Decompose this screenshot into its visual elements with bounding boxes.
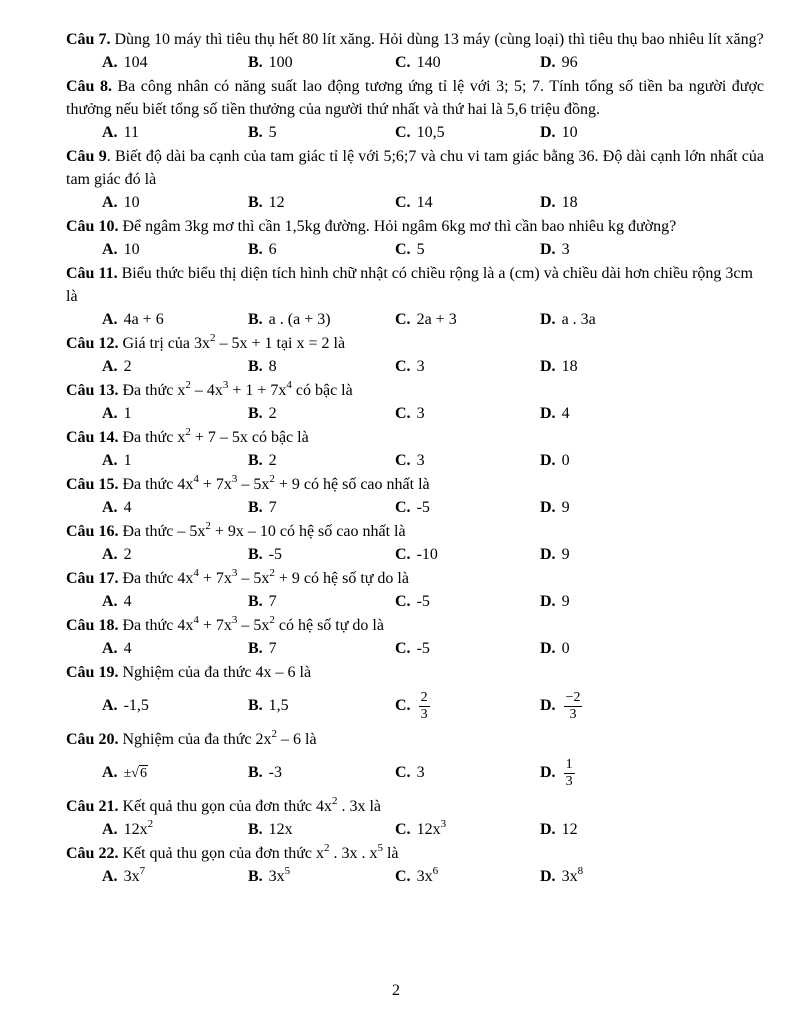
fraction: $\frac{1}{3}$ — [565, 756, 573, 789]
page-number: 2 — [392, 982, 400, 999]
options-12: A. 2 B. 8 C. 3 D. 18 — [102, 358, 578, 375]
options-21: A. $12x^2$ B. 12x C. $12x^3$ D. 12 — [102, 817, 578, 838]
question-11: Câu 11. Biểu thức biểu thị diện tích hình chữ nhật có chiều rộng là a (cm) và chiều dài hơn chiều rộng 3cm là — [66, 265, 753, 305]
question-20: Câu 20. Nghiệm của đa thức $2x^2 - 6$ là — [66, 727, 317, 748]
question-21: Câu 21. Kết quả thu gọn của đơn thức $4x^2$ . 3x là — [66, 794, 382, 815]
question-10: Câu 10. Để ngâm 3kg mơ thì cần 1,5kg đường. Hỏi ngâm 6kg mơ thì cần bao nhiêu kg đường? — [66, 218, 677, 235]
question-16: Câu 16. Đa thức – $5x^2 + 9x - 10$ có hệ số cao nhất là — [66, 519, 406, 540]
options-9: A. 10 B. 12 C. 14 D. 18 — [102, 194, 578, 211]
fraction: $\frac{-2}{3}$ — [565, 689, 581, 722]
question-15: Câu 15. Đa thức $4x^4 + 7x^3 - 5x^2 + 9$ có hệ số cao nhất là — [66, 472, 430, 493]
options-13: A. 1 B. 2 C. 3 D. 4 — [102, 405, 570, 422]
options-16: A. 2 B. -5 C. -10 D. 9 — [102, 546, 570, 563]
options-19: A. -1,5 B. 1,5 C. $\frac{2}{3}$ D. $\frac{-2}{3}$ — [102, 689, 581, 722]
options-22: A. $3x^7$ B. $3x^5$ C. $3x^6$ D. $3x^8$ — [102, 864, 584, 885]
question-12: Câu 12. Giá trị của $3x^2 - 5x + 1$ tại x = 2 là — [66, 331, 346, 352]
question-7: Câu 7. Dùng 10 máy thì tiêu thụ hết 80 lít xăng. Hỏi dùng 13 máy (cùng loại) thì tiêu thụ bao nhiêu lít xăng? — [66, 31, 764, 48]
question-14: Câu 14. Đa thức $x^2 + 7 - 5x$ có bậc là — [66, 425, 309, 446]
question-13: Câu 13. Đa thức $x^2 - 4x^3 + 1 + 7x^4$ có bậc là — [66, 378, 353, 399]
options-18: A. 4 B. 7 C. -5 D. 0 — [102, 640, 570, 657]
worksheet-page — [66, 28, 764, 889]
options-20: A. ±√6 B. -3 C. 3 D. $\frac{1}{3}$ — [102, 756, 573, 789]
question-18: Câu 18. Đa thức $4x^4 + 7x^3 - 5x^2$ có hệ số tự do là — [66, 613, 384, 634]
question-17: Câu 17. Đa thức $4x^4 + 7x^3 - 5x^2 + 9$ có hệ số tự do là — [66, 566, 409, 587]
options-14: A. 1 B. 2 C. 3 D. 0 — [102, 452, 570, 469]
options-17: A. 4 B. 7 C. -5 D. 9 — [102, 593, 570, 610]
question-19: Câu 19. Nghiệm của đa thức 4x – 6 là — [66, 664, 312, 681]
options-8: A. 11 B. 5 C. 10,5 D. 10 — [102, 124, 578, 141]
square-root: ±√6 — [123, 766, 147, 781]
options-10: A. 10 B. 6 C. 5 D. 3 — [102, 241, 570, 258]
question-8: Câu 8. Ba công nhân có năng suất lao động tương ứng tỉ lệ với 3; 5; 7. Tính tổng số tiền ba người được thưởng nếu biết tổng số tiền thưởng của người thứ nhất và thứ hai là 5,6 triệu đồng. — [66, 78, 765, 118]
options-7: A. 104 B. 100 C. 140 D. 96 — [102, 54, 578, 71]
options-15: A. 4 B. 7 C. -5 D. 9 — [102, 499, 570, 516]
options-11: A. 4a + 6 B. a . (a + 3) C. 2a + 3 D. a . 3a — [102, 311, 596, 328]
question-22: Câu 22. Kết quả thu gọn của đơn thức $x^2$ . 3x . $x^5$ là — [66, 841, 399, 862]
question-9: Câu 9. Biết độ dài ba cạnh của tam giác tỉ lệ với 5;6;7 và chu vi tam giác bằng 36. Độ dài cạnh lớn nhất của tam giác đó là — [66, 148, 765, 188]
fraction: $\frac{2}{3}$ — [420, 689, 428, 722]
